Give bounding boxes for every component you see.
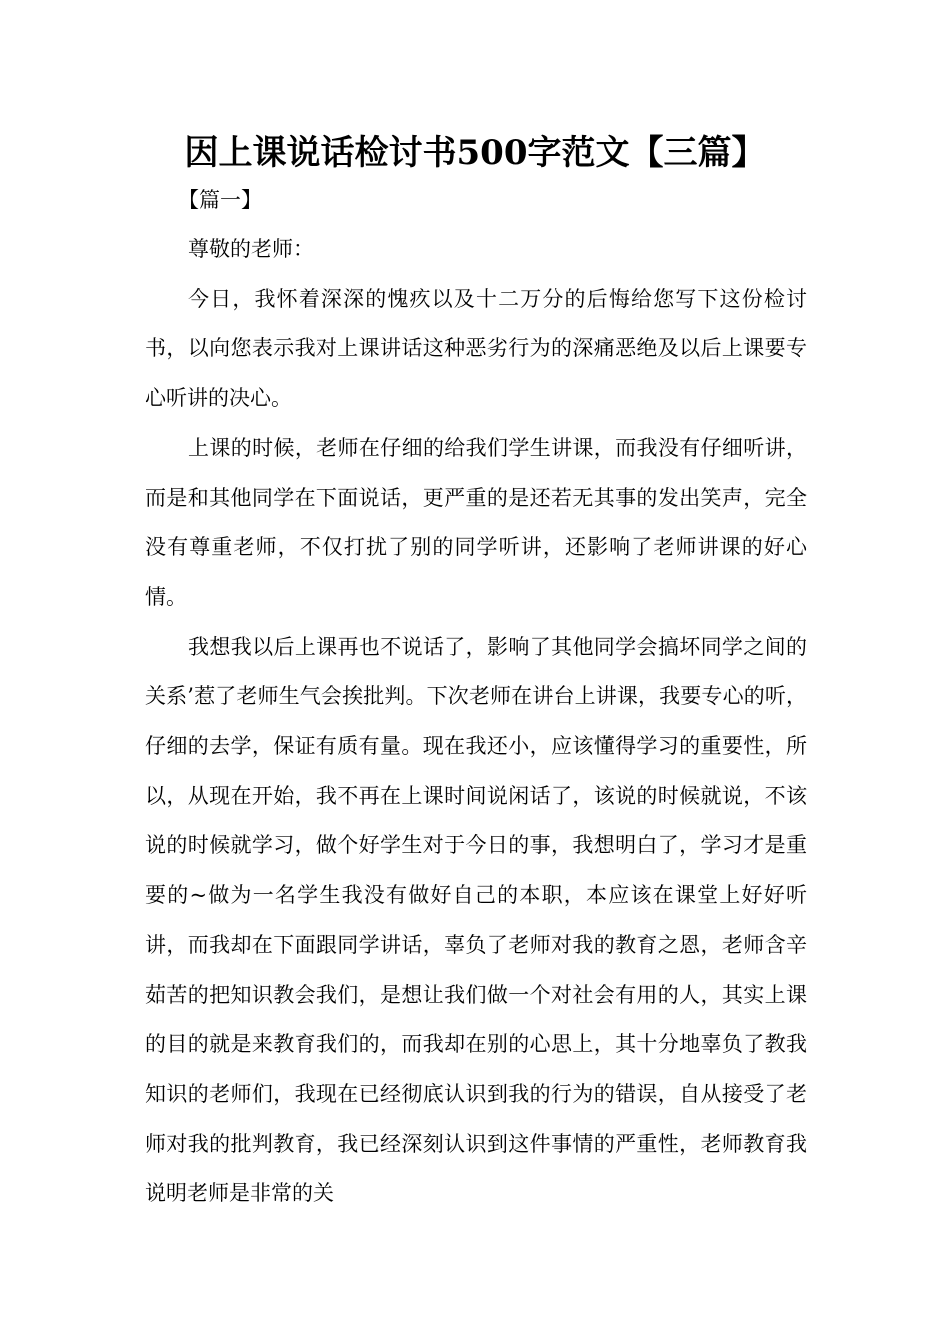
section-label: 【篇一】 — [178, 188, 262, 212]
document-title: 因上课说话检讨书500字范文【三篇】 — [184, 133, 766, 173]
paragraph-2: 上课的时候，老师在仔细的给我们学生讲课，而我没有仔细听讲，而是和其他同学在下面说话，更严重的是还若无其事的发出笑声，完全没有尊重老师，不仅打扰了别的同学听讲，还影响了老师讲课的好心情。 — [145, 435, 807, 609]
paragraph-1: 今日，我怀着深深的愧疚以及十二万分的后悔给您写下这份检讨书，以向您表示我对上课讲话这种恶劣行为的深痛恶绝及以后上课要专心听讲的决心。 — [145, 286, 807, 411]
document-body — [145, 225, 807, 1219]
paragraph-3: 我想我以后上课再也不说话了，影响了其他同学会搞坏同学之间的关系’惹了老师生气会挨批判。下次老师在讲台上讲课，我要专心的听，仔细的去学，保证有质有量。现在我还小，应该懂得学习的重要性，所以，从现在开始，我不再在上课时间说闲话了，该说的时候就说，不该说的时候就学习，做个好学生对于今日的事，我想明白了，学习才是重要的~做为一名学生我没有做好自己的本职，本应该在课堂上好好听讲，而我却在下面跟同学讲话，辜负了老师对我的教育之恩，老师含辛茹苦的把知识教会我们，是想让我们做一个对社会有用的人，其实上课的目的就是来教育我们的，而我却在别的心思上，其十分地辜负了教我知识的老师们，我现在已经彻底认识到我的行为的错误，自从接受了老师对我的批判教育，我已经深刻认识到这件事情的严重性，老师教育我说明老师是非常的关 — [145, 634, 807, 1206]
salutation: 尊敬的老师： — [188, 237, 315, 261]
